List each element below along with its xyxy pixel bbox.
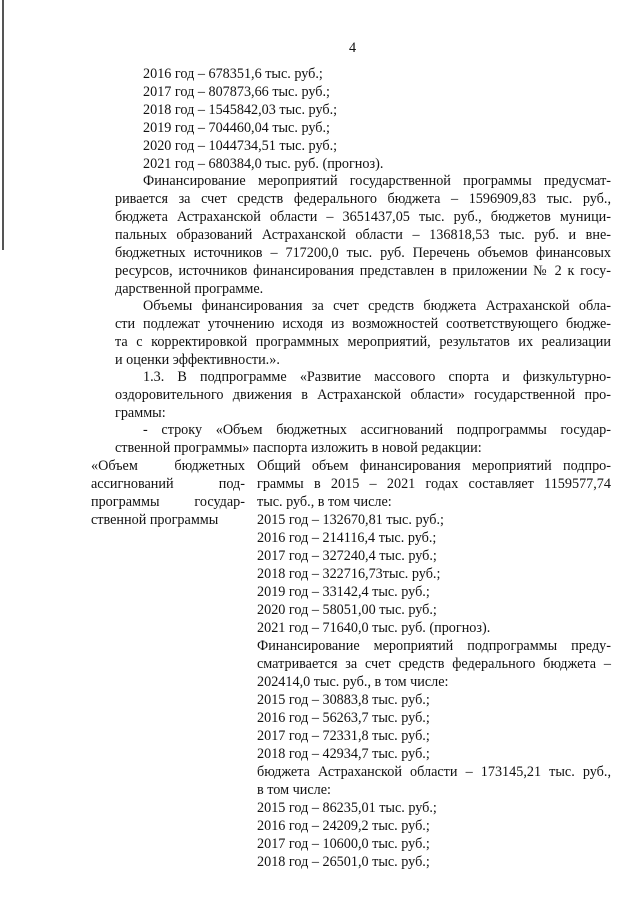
page-number: 4 bbox=[349, 40, 357, 56]
paragraph-line: оздоровительного движения в Астраханской области» государственной про- bbox=[115, 387, 611, 403]
year-line: 2017 год – 327240,4 тыс. руб.; bbox=[257, 548, 437, 564]
year-line: 2021 год – 71640,0 тыс. руб. (прогноз). bbox=[257, 620, 491, 636]
paragraph-line: граммы: bbox=[115, 405, 166, 421]
year-line: 2017 год – 10600,0 тыс. руб.; bbox=[257, 836, 430, 852]
paragraph-line: пальных образований Астраханской области – 136818,53 тыс. руб. и вне- bbox=[115, 227, 611, 243]
year-line: 2016 год – 24209,2 тыс. руб.; bbox=[257, 818, 430, 834]
paragraph-line: ственной программы» паспорта изложить в новой редакции: bbox=[115, 440, 482, 456]
table-right-line: граммы в 2015 – 2021 годах составляет 1159577,74 bbox=[257, 476, 611, 492]
table-left-line: «Объем бюджетных bbox=[91, 458, 245, 474]
paragraph-line: сти подлежат уточнению исходя из возможностей соответствующего бюдже- bbox=[115, 316, 611, 332]
paragraph-line: бюджетных источников – 717200,0 тыс. руб. Перечень объемов финансовых bbox=[115, 245, 611, 261]
paragraph-line: Финансирование мероприятий государственной программы предусмат- bbox=[143, 173, 611, 189]
paragraph-line: 1.3. В подпрограмме «Развитие массового спорта и физкультурно- bbox=[143, 369, 611, 385]
year-line: 2017 год – 72331,8 тыс. руб.; bbox=[257, 728, 430, 744]
table-right-line: тыс. руб., в том числе: bbox=[257, 494, 392, 510]
paragraph-line: Объемы финансирования за счет средств бюджета Астраханской обла- bbox=[143, 298, 611, 314]
year-line: 2015 год – 30883,8 тыс. руб.; bbox=[257, 692, 430, 708]
table-right-line: сматривается за счет средств федерального бюджета – bbox=[257, 656, 611, 672]
paragraph-line: - строку «Объем бюджетных ассигнований подпрограммы государ- bbox=[143, 422, 611, 438]
paragraph-line: ривается за счет средств федерального бюджета – 1596909,83 тыс. руб., bbox=[115, 191, 611, 207]
paragraph-line: та с корректировкой программных мероприятий, результатов их реализации bbox=[115, 334, 611, 350]
scan-edge-line bbox=[2, 0, 4, 250]
table-left-line: программы государ- bbox=[91, 494, 245, 510]
table-right-line: бюджета Астраханской области – 173145,21 тыс. руб., bbox=[257, 764, 611, 780]
table-right-line: Общий объем финансирования мероприятий подпро- bbox=[257, 458, 611, 474]
year-line: 2021 год – 680384,0 тыс. руб. (прогноз). bbox=[143, 156, 384, 172]
paragraph-line: ресурсов, источников финансирования представлен в приложении № 2 к госу- bbox=[115, 263, 611, 279]
year-line: 2020 год – 58051,00 тыс. руб.; bbox=[257, 602, 437, 618]
year-line: 2016 год – 56263,7 тыс. руб.; bbox=[257, 710, 430, 726]
year-line: 2019 год – 33142,4 тыс. руб.; bbox=[257, 584, 430, 600]
table-right-line: в том числе: bbox=[257, 782, 331, 798]
table-right-line: Финансирование мероприятий подпрограммы преду- bbox=[257, 638, 611, 654]
year-line: 2015 год – 132670,81 тыс. руб.; bbox=[257, 512, 444, 528]
year-line: 2016 год – 678351,6 тыс. руб.; bbox=[143, 66, 323, 82]
year-line: 2020 год – 1044734,51 тыс. руб.; bbox=[143, 138, 338, 154]
table-left-line: ассигнований под- bbox=[91, 476, 245, 492]
year-line: 2017 год – 807873,66 тыс. руб.; bbox=[143, 84, 330, 100]
paragraph-line: и оценки эффективности.». bbox=[115, 352, 280, 368]
table-left-line: ственной программы bbox=[91, 512, 219, 528]
year-line: 2018 год – 1545842,03 тыс. руб.; bbox=[143, 102, 338, 118]
year-line: 2018 год – 322716,73тыс. руб.; bbox=[257, 566, 441, 582]
paragraph-line: бюджета Астраханской области – 3651437,05 тыс. руб., бюджетов муници- bbox=[115, 209, 611, 225]
year-line: 2015 год – 86235,01 тыс. руб.; bbox=[257, 800, 437, 816]
table-right-line: 202414,0 тыс. руб., в том числе: bbox=[257, 674, 449, 690]
year-line: 2019 год – 704460,04 тыс. руб.; bbox=[143, 120, 330, 136]
paragraph-line: дарственной программе. bbox=[115, 281, 264, 297]
year-line: 2018 год – 26501,0 тыс. руб.; bbox=[257, 854, 430, 870]
year-line: 2018 год – 42934,7 тыс. руб.; bbox=[257, 746, 430, 762]
year-line: 2016 год – 214116,4 тыс. руб.; bbox=[257, 530, 437, 546]
